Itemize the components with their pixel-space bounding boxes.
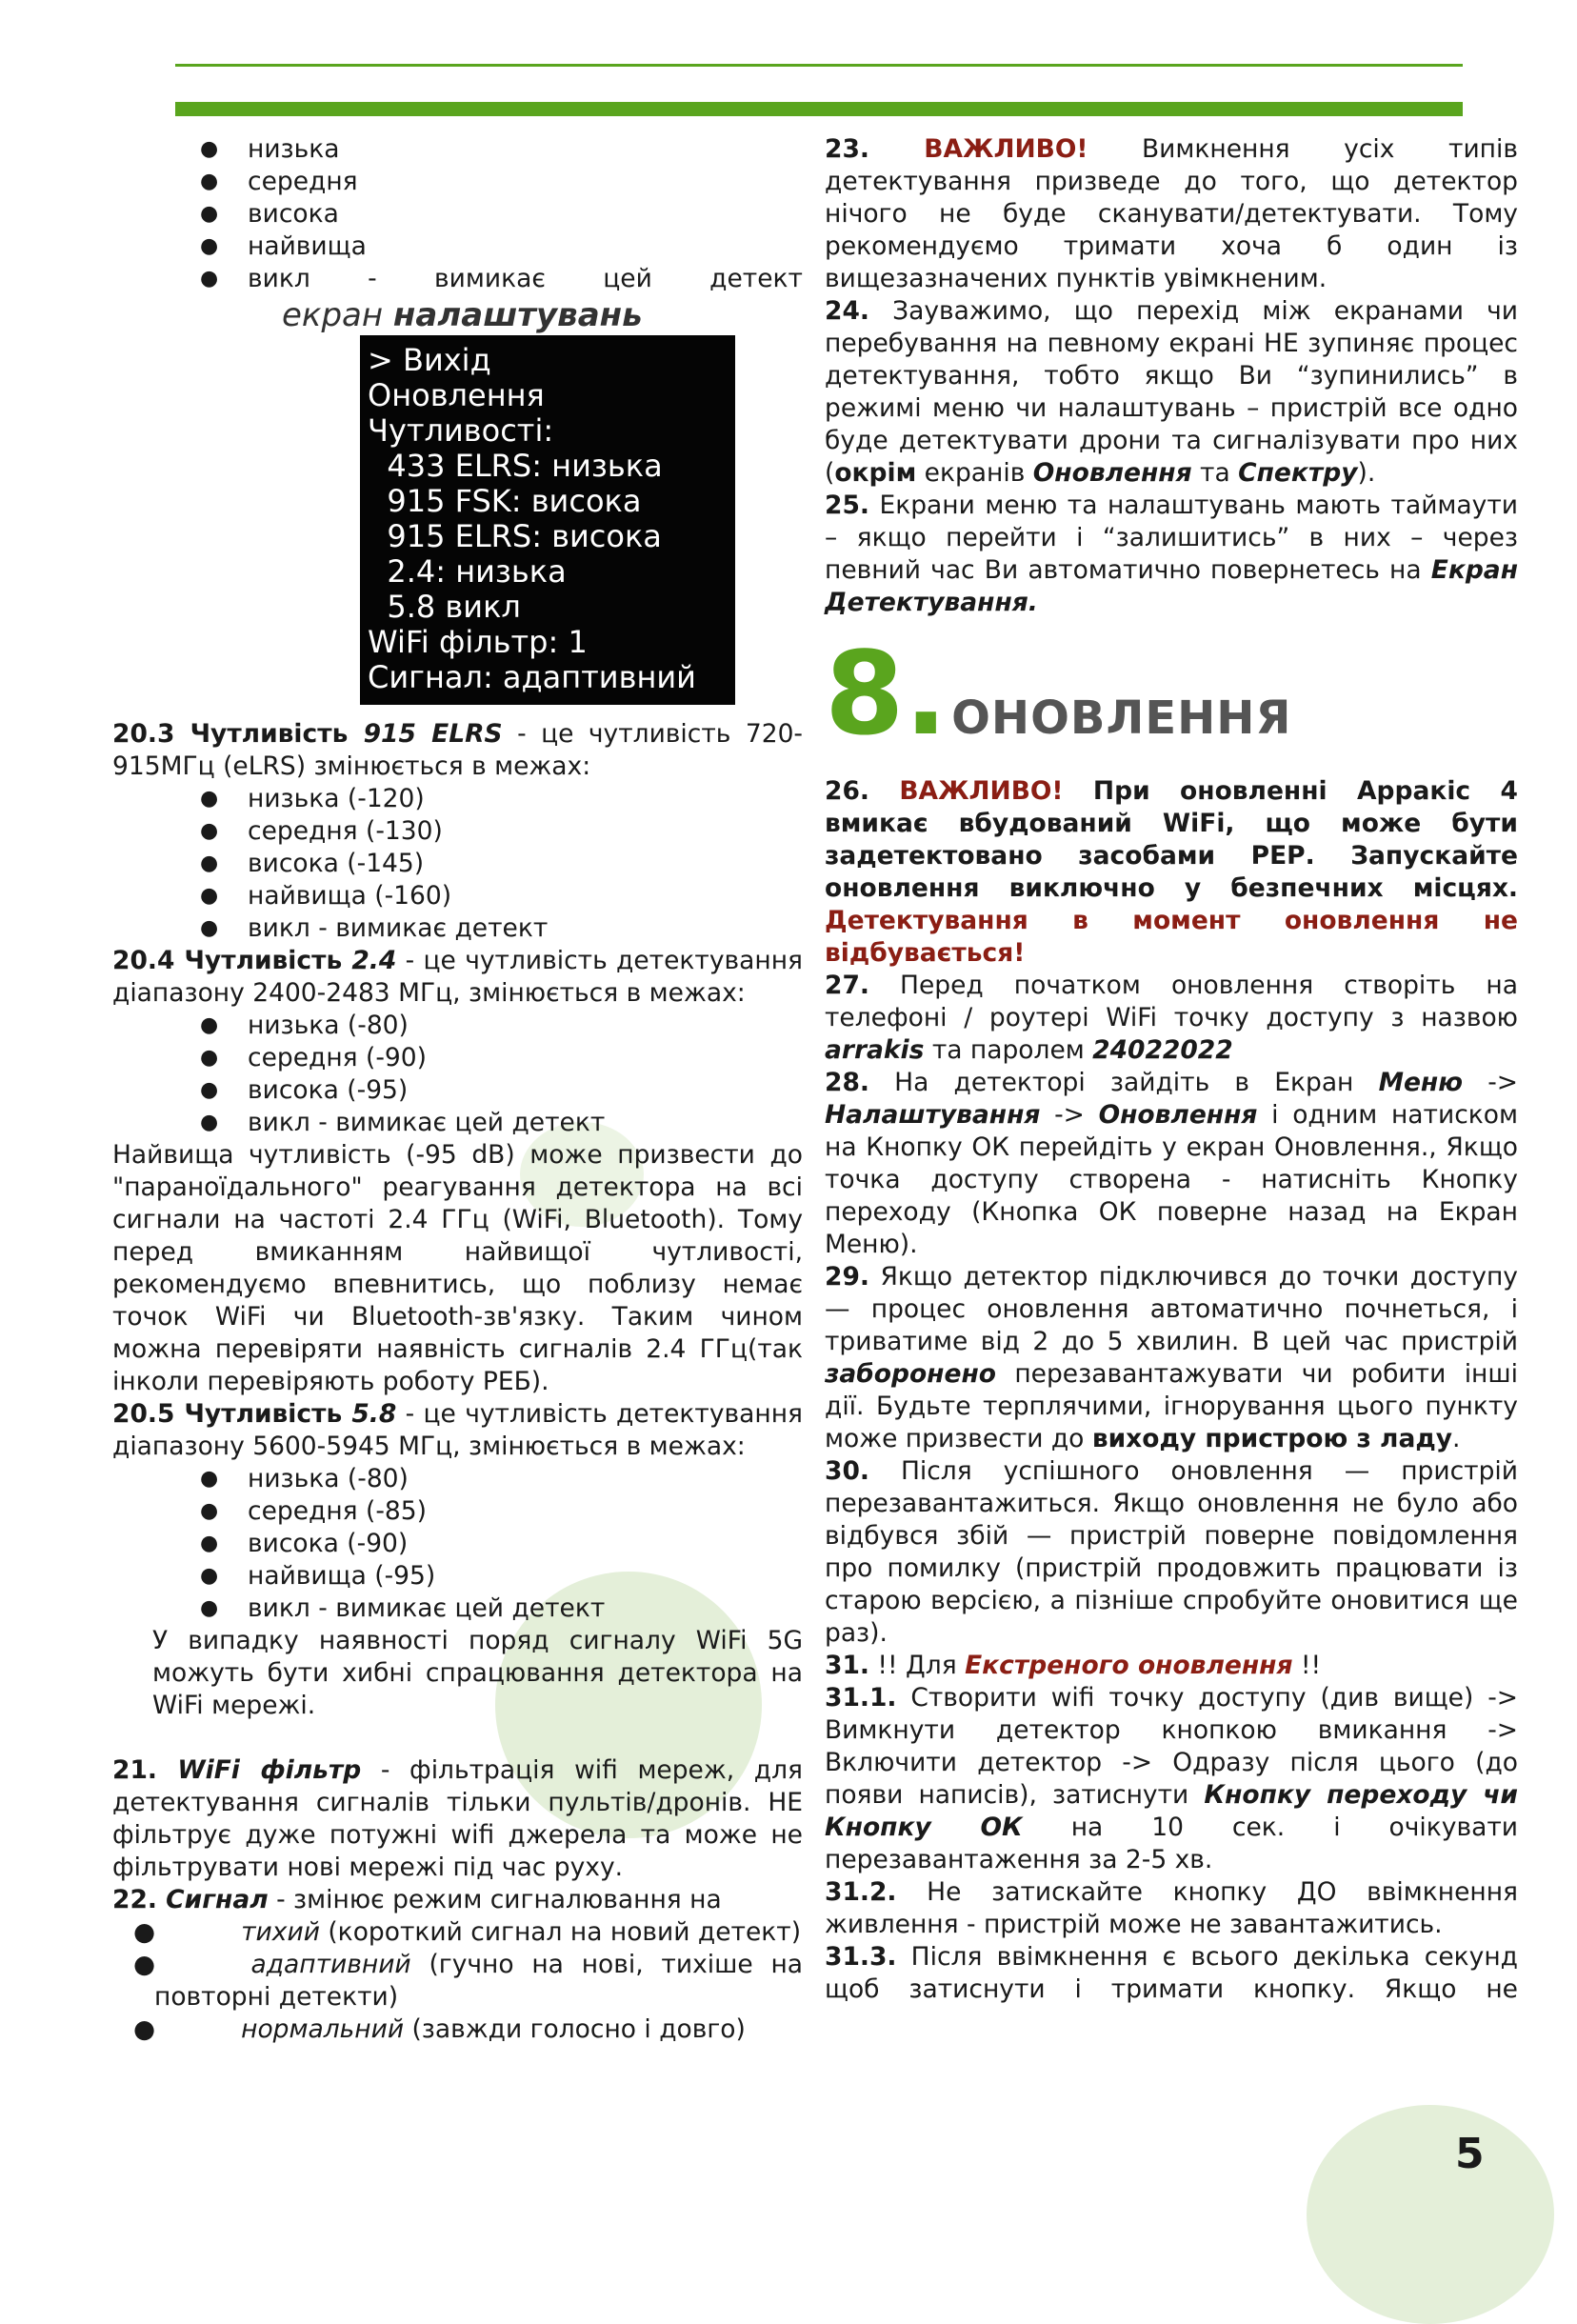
list-item: ● найвища (-95) bbox=[112, 1560, 803, 1593]
section-27: 27. Перед початком оновлення створіть на телефоні / роутері WiFi точку доступу з назвою arrakis та паролем 24022022 bbox=[825, 971, 1518, 1065]
section-25: 25. Екрани меню та налаштувань мають таймаути – якщо перейти і “залишитись” в них – через певний час Ви автоматично повернетесь на Екран Детектування. bbox=[825, 491, 1518, 617]
screen-caption: екран налаштувань bbox=[282, 296, 643, 334]
section-29: 29. Якщо детектор підключився до точки доступу — процес оновлення автоматично почнеться, і триватиме від 2 до 5 хвилин. В цей час пристрій заборонено перезавантажувати чи робити інші дії. Будьте терплячими, ігнорування цього пункту може призвести до виходу пристрою з ладу. bbox=[825, 1262, 1518, 1453]
page-number-circle bbox=[1307, 2105, 1554, 2324]
heading-dot: . bbox=[904, 629, 948, 761]
sensitivity-list bbox=[112, 133, 803, 295]
section-heading bbox=[825, 629, 1518, 761]
section-21: 21. WiFi фільтр - фільтрація wifi мереж, для детектування сигналів тільки пультів/дронів. НЕ фільтрує дуже потужні wifi джерела та може не фільтрувати нові мережі під час руху. bbox=[112, 1755, 803, 1882]
list-item: ● адаптивний (гучно на нові, тихіше на повторні детекти) bbox=[133, 1950, 804, 2012]
sensitivity-list bbox=[112, 783, 803, 945]
section-31-1: 31.1. Створити wifi точку доступу (див вище) -> Вимкнути детектор кнопкою вмикання -> Включити детектор -> Одразу після цього (до появи написів), затиснути Кнопку переходу чи Кнопку ОК на 10 сек. і очікувати перезавантаження за 2-5 хв. bbox=[825, 1683, 1518, 1874]
screen-line: 433 ELRS: низька bbox=[368, 448, 663, 484]
screen-line: 915 FSK: висока bbox=[368, 483, 642, 519]
screen-line: WiFi фільтр: 1 bbox=[368, 624, 588, 660]
section-31-3: 31.3. Після ввімкнення є всього декілька секунд щоб затиснути і тримати кнопку. Якщо не bbox=[825, 1942, 1518, 2004]
screen-line: Сигнал: адаптивний bbox=[368, 659, 696, 695]
list-item: ● висока (-95) bbox=[112, 1074, 803, 1107]
section-26: 26. ВАЖЛИВО! При оновленні Арракіс 4 вмикає вбудований WiFi, що може бути задетектовано засобами РЕР. Запускайте оновлення виключно у безпечних місцях. Детектування в момент оновлення не відбувається! bbox=[825, 776, 1518, 968]
list-item: ● низька (-80) bbox=[112, 1463, 803, 1495]
screen-line: 915 ELRS: висока bbox=[368, 518, 662, 554]
page-number: 5 bbox=[1455, 2130, 1485, 2178]
list-item: ● викл - вимикає цей детект bbox=[112, 1593, 803, 1625]
list-item: ● викл - вимикає цей детект bbox=[112, 263, 803, 295]
list-item: ● висока (-145) bbox=[112, 848, 803, 880]
list-item: ● найвища bbox=[112, 230, 803, 263]
list-item: ● середня (-85) bbox=[112, 1495, 803, 1528]
list-item: ● середня (-130) bbox=[112, 815, 803, 848]
settings-screen-figure bbox=[282, 295, 696, 705]
heading-title: ОНОВЛЕННЯ bbox=[951, 691, 1292, 745]
section-20-5: 20.5 Чутливість 5.8 - це чутливість детектування діапазону 5600-5945 МГц, змінюється в межах: bbox=[112, 1399, 803, 1461]
section-20-4: 20.4 Чутливість 2.4 - це чутливість детектування діапазону 2400-2483 МГц, змінюється в межах: bbox=[112, 946, 803, 1008]
screen-line: Чутливості: bbox=[368, 412, 554, 449]
list-item: ● викл - вимикає детект bbox=[112, 912, 803, 945]
screen-line: 2.4: низька bbox=[368, 553, 567, 590]
list-item: ● середня (-90) bbox=[112, 1042, 803, 1074]
signal-mode-list bbox=[112, 1916, 803, 2046]
section-28: 28. На детекторі зайдіть в Екран Меню -> Налаштування -> Оновлення і одним натиском на Кнопку ОК перейдіть у екран Оновлення., Якщо точка доступу створена - натисніть Кнопку переходу (Кнопка ОК поверне назад на Екран Меню). bbox=[825, 1068, 1518, 1259]
list-item: ● найвища (-160) bbox=[112, 880, 803, 912]
list-item: ● низька bbox=[112, 133, 803, 166]
list-item: ● низька (-80) bbox=[112, 1010, 803, 1042]
list-item: ● викл - вимикає цей детект bbox=[112, 1107, 803, 1139]
device-screen bbox=[360, 335, 735, 705]
left-column bbox=[112, 133, 803, 2046]
section-20-3: 20.3 Чутливість 915 ELRS - це чутливість 720-915МГц (eLRS) змінюється в межах: bbox=[112, 719, 803, 781]
list-item: ● висока bbox=[112, 198, 803, 230]
list-item: ● тихий (короткий сигнал на новий детект) bbox=[133, 1917, 802, 1947]
section-24: 24. Зауважимо, що перехід між екранами чи перебування на певному екрані НЕ зупиняє процес детектування, тобто якщо Ви “зупинились” в режимі меню чи налаштувань – пристрій все одно буде детектувати дрони та сигналізувати про них (окрім екранів Оновлення та Спектру). bbox=[825, 296, 1518, 488]
screen-line: Оновлення bbox=[368, 377, 545, 413]
section-20-4-note: Найвища чутливість (-95 dB) може призвести до "параноїдального" реагування детектора на всі сигнали на частоті 2.4 ГГц (WiFi, Bluetooth). Тому перед вмиканням найвищої чутливості, рекомендуємо впевнитись, що поблизу немає точок WiFi чи Bluetooth-зв'язку. Таким чином можна перевіряти наявність сигналів 2.4 ГГц(так інколи перевіряють роботу РЕБ). bbox=[112, 1140, 803, 1396]
right-column bbox=[825, 133, 1518, 2006]
section-22: 22. Сигнал - змінює режим сигналювання на bbox=[112, 1885, 722, 1914]
header-rule-thick bbox=[175, 102, 1463, 116]
section-31: 31. !! Для Екстреного оновлення !! bbox=[825, 1651, 1322, 1680]
header-rule-thin bbox=[175, 64, 1463, 67]
list-item: ● середня bbox=[112, 166, 803, 198]
list-item: ● висока (-90) bbox=[112, 1528, 803, 1560]
sensitivity-list bbox=[112, 1463, 803, 1625]
section-30: 30. Після успішного оновлення — пристрій перезавантажиться. Якщо оновлення не було або відбувся збій — пристрій поверне повідомлення про помилку (пристрій продовжить працювати із старою версією, а пізніше спробуйте оновитися ще раз). bbox=[825, 1456, 1518, 1648]
sensitivity-list bbox=[112, 1010, 803, 1139]
list-item: ● нормальний (завжди голосно і довго) bbox=[133, 2014, 746, 2044]
section-31-2: 31.2. Не затискайте кнопку ДО ввімкнення живлення - пристрій може не завантажитись. bbox=[825, 1877, 1518, 1939]
heading-number: 8 bbox=[825, 629, 905, 761]
list-item: ● низька (-120) bbox=[112, 783, 803, 815]
section-23: 23. ВАЖЛИВО! Вимкнення усіх типів детектування призведе до того, що детектор нічого не буде сканувати/детектувати. Тому рекомендуємо тримати хоча б один із вищезазначених пунктів увімкненим. bbox=[825, 134, 1518, 293]
screen-line: > Вихід bbox=[368, 342, 491, 378]
section-20-5-note: У випадку наявності поряд сигналу WiFi 5G можуть бути хибні спрацювання детектора на WiFi мережі. bbox=[152, 1626, 803, 1720]
screen-line: 5.8 викл bbox=[368, 589, 521, 625]
